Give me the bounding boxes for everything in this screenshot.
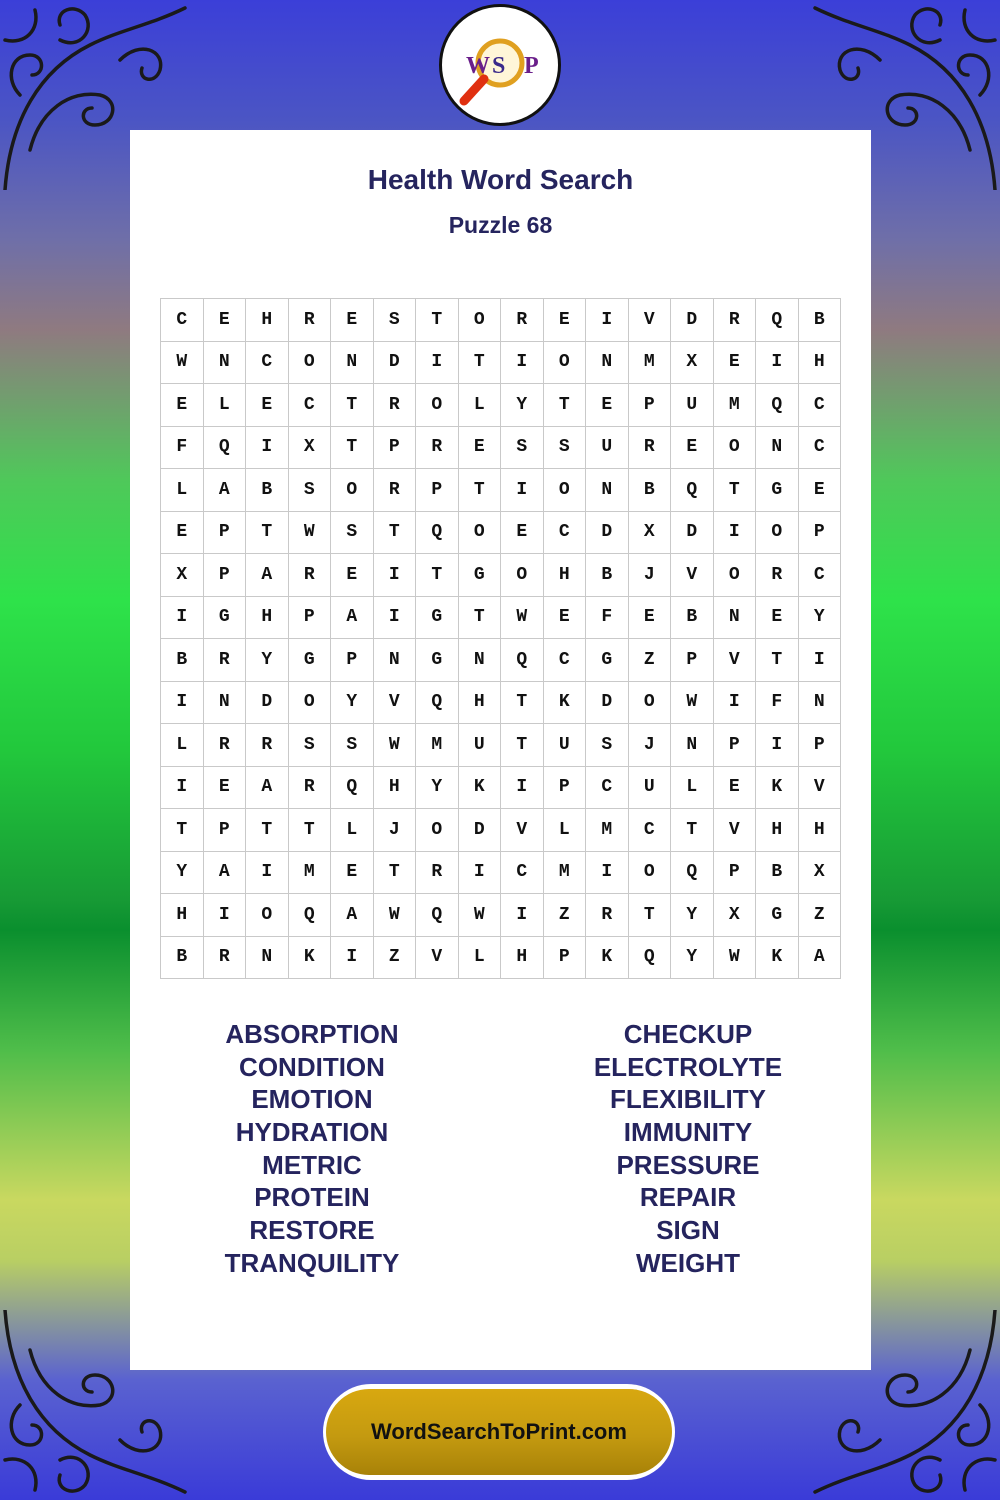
grid-cell[interactable]: R <box>501 299 544 342</box>
puzzle-card <box>130 130 871 1370</box>
grid-cell[interactable]: I <box>374 554 417 597</box>
grid-cell[interactable]: O <box>501 554 544 597</box>
grid-cell[interactable]: P <box>544 767 587 810</box>
grid-cell[interactable]: G <box>756 469 799 512</box>
grid-cell[interactable]: O <box>629 852 672 895</box>
grid-cell[interactable]: Y <box>671 894 714 937</box>
grid-cell[interactable]: V <box>374 682 417 725</box>
grid-cell[interactable]: R <box>629 427 672 470</box>
grid-cell[interactable]: D <box>586 512 629 555</box>
word-list-item: CHECKUP <box>623 1019 753 1049</box>
grid-cell[interactable]: C <box>501 852 544 895</box>
grid-cell[interactable]: V <box>629 299 672 342</box>
grid-cell[interactable]: O <box>629 682 672 725</box>
grid-cell[interactable]: N <box>586 342 629 385</box>
grid-cell[interactable]: D <box>374 342 417 385</box>
grid-cell[interactable]: I <box>586 299 629 342</box>
grid-cell[interactable]: Z <box>799 894 842 937</box>
grid-cell[interactable]: R <box>586 894 629 937</box>
grid-cell[interactable]: N <box>204 342 247 385</box>
grid-cell[interactable]: V <box>799 767 842 810</box>
grid-cell[interactable]: Z <box>544 894 587 937</box>
grid-cell[interactable]: B <box>161 937 204 980</box>
magnifier-icon <box>442 7 558 123</box>
grid-cell[interactable]: D <box>586 682 629 725</box>
grid-cell[interactable]: C <box>246 342 289 385</box>
grid-cell[interactable]: E <box>246 384 289 427</box>
grid-cell[interactable]: R <box>204 639 247 682</box>
word-list-right <box>538 1018 838 1280</box>
grid-cell[interactable]: V <box>714 639 757 682</box>
grid-cell[interactable]: O <box>459 299 502 342</box>
word-list-left <box>162 1018 462 1280</box>
grid-cell[interactable]: G <box>586 639 629 682</box>
grid-cell[interactable]: L <box>161 724 204 767</box>
grid-cell[interactable]: R <box>289 767 332 810</box>
grid-cell[interactable]: P <box>204 809 247 852</box>
grid-cell[interactable]: L <box>204 384 247 427</box>
grid-cell[interactable]: O <box>714 427 757 470</box>
grid-cell[interactable]: N <box>246 937 289 980</box>
puzzle-number: Puzzle 68 <box>448 212 553 238</box>
grid-cell[interactable]: R <box>416 852 459 895</box>
grid-cell[interactable]: O <box>331 469 374 512</box>
grid-cell[interactable]: Y <box>246 639 289 682</box>
grid-cell[interactable]: P <box>714 724 757 767</box>
grid-cell[interactable]: I <box>161 767 204 810</box>
grid-cell[interactable]: T <box>374 512 417 555</box>
word-list-item: PROTEIN <box>254 1182 370 1213</box>
grid-cell[interactable]: G <box>756 894 799 937</box>
grid-cell[interactable]: X <box>714 894 757 937</box>
grid-cell[interactable]: M <box>416 724 459 767</box>
grid-cell[interactable]: G <box>416 639 459 682</box>
grid-cell[interactable]: I <box>331 937 374 980</box>
grid-cell[interactable]: R <box>374 469 417 512</box>
word-list-item: SIGN <box>656 1215 720 1246</box>
grid-cell[interactable]: E <box>544 597 587 640</box>
grid-cell[interactable]: S <box>501 427 544 470</box>
grid-cell[interactable]: A <box>331 894 374 937</box>
grid-cell[interactable]: T <box>416 554 459 597</box>
grid-cell[interactable]: Y <box>671 937 714 980</box>
grid-cell[interactable]: O <box>416 384 459 427</box>
word-list-item: IMMUNITY <box>623 1117 753 1148</box>
grid-cell[interactable]: M <box>629 342 672 385</box>
grid-cell[interactable]: R <box>714 299 757 342</box>
grid-cell[interactable]: K <box>756 937 799 980</box>
grid-cell[interactable]: Y <box>416 767 459 810</box>
grid-cell[interactable]: G <box>459 554 502 597</box>
grid-cell[interactable]: K <box>544 682 587 725</box>
grid-cell[interactable]: L <box>544 809 587 852</box>
grid-cell[interactable]: E <box>586 384 629 427</box>
word-list-item: HYDRATION <box>235 1117 389 1148</box>
grid-cell[interactable]: U <box>544 724 587 767</box>
word-list-item: ELECTROLYTE <box>593 1051 783 1082</box>
grid-cell[interactable]: T <box>331 384 374 427</box>
grid-cell[interactable]: Q <box>289 894 332 937</box>
grid-cell[interactable]: N <box>756 427 799 470</box>
grid-cell[interactable]: O <box>544 469 587 512</box>
grid-cell[interactable]: T <box>671 809 714 852</box>
grid-cell[interactable]: B <box>586 554 629 597</box>
grid-cell[interactable]: E <box>331 299 374 342</box>
grid-cell[interactable]: I <box>586 852 629 895</box>
grid-cell[interactable]: N <box>671 724 714 767</box>
grid-cell[interactable]: U <box>586 427 629 470</box>
grid-cell[interactable]: A <box>246 767 289 810</box>
grid-cell[interactable]: R <box>289 299 332 342</box>
grid-cell[interactable]: S <box>374 299 417 342</box>
grid-cell[interactable]: L <box>161 469 204 512</box>
grid-cell[interactable]: E <box>161 384 204 427</box>
grid-cell[interactable]: A <box>331 597 374 640</box>
grid-cell[interactable]: T <box>544 384 587 427</box>
grid-cell[interactable]: O <box>756 512 799 555</box>
footer-pill[interactable] <box>326 1389 672 1475</box>
grid-cell[interactable]: Y <box>161 852 204 895</box>
grid-cell[interactable]: B <box>756 852 799 895</box>
logo-letter-s: S <box>492 53 506 79</box>
grid-cell[interactable]: U <box>459 724 502 767</box>
grid-cell[interactable]: S <box>331 512 374 555</box>
grid-cell[interactable]: R <box>374 384 417 427</box>
grid-cell[interactable]: M <box>714 384 757 427</box>
grid-cell[interactable]: C <box>544 512 587 555</box>
grid-cell[interactable]: R <box>204 724 247 767</box>
grid-cell[interactable]: I <box>714 682 757 725</box>
word-list-item: METRIC <box>262 1149 362 1180</box>
grid-cell[interactable]: T <box>459 342 502 385</box>
grid-cell[interactable]: E <box>714 342 757 385</box>
grid-cell[interactable]: I <box>161 597 204 640</box>
grid-cell[interactable]: E <box>714 767 757 810</box>
grid-cell[interactable]: O <box>714 554 757 597</box>
grid-cell[interactable]: W <box>714 937 757 980</box>
logo-letter-p: P <box>524 53 539 79</box>
grid-cell[interactable]: E <box>671 427 714 470</box>
grid-cell[interactable]: G <box>416 597 459 640</box>
grid-cell[interactable]: H <box>799 809 842 852</box>
grid-cell[interactable]: T <box>501 724 544 767</box>
grid-cell[interactable]: T <box>459 469 502 512</box>
grid-cell[interactable]: E <box>331 852 374 895</box>
grid-cell[interactable]: V <box>671 554 714 597</box>
grid-cell[interactable]: Q <box>671 852 714 895</box>
grid-cell[interactable]: C <box>586 767 629 810</box>
grid-cell[interactable]: X <box>671 342 714 385</box>
word-list-item: REPAIR <box>639 1182 737 1213</box>
grid-cell[interactable]: C <box>799 427 842 470</box>
logo-letter-w: W <box>466 53 490 79</box>
grid-cell[interactable]: O <box>416 809 459 852</box>
grid-cell[interactable]: I <box>501 469 544 512</box>
grid-cell[interactable]: I <box>714 512 757 555</box>
grid-cell[interactable]: T <box>246 512 289 555</box>
grid-cell[interactable]: H <box>246 597 289 640</box>
grid-cell[interactable]: Q <box>416 894 459 937</box>
grid-cell[interactable]: X <box>799 852 842 895</box>
grid-cell[interactable]: I <box>416 342 459 385</box>
grid-cell[interactable]: Q <box>416 512 459 555</box>
grid-cell[interactable]: U <box>629 767 672 810</box>
grid-cell[interactable]: X <box>629 512 672 555</box>
grid-cell[interactable]: E <box>756 597 799 640</box>
grid-cell[interactable]: F <box>586 597 629 640</box>
grid-cell[interactable]: C <box>161 299 204 342</box>
grid-cell[interactable]: T <box>756 639 799 682</box>
grid-cell[interactable]: T <box>289 809 332 852</box>
grid-cell[interactable]: D <box>671 299 714 342</box>
grid-cell[interactable]: P <box>799 512 842 555</box>
grid-cell[interactable]: W <box>161 342 204 385</box>
grid-cell[interactable]: B <box>671 597 714 640</box>
word-list-item: FLEXIBILITY <box>610 1084 766 1115</box>
grid-cell[interactable]: N <box>714 597 757 640</box>
grid-cell[interactable]: A <box>204 469 247 512</box>
grid-cell[interactable]: N <box>204 682 247 725</box>
grid-cell[interactable]: T <box>374 852 417 895</box>
grid-cell[interactable]: R <box>756 554 799 597</box>
grid-cell[interactable]: H <box>799 342 842 385</box>
grid-cell[interactable]: G <box>204 597 247 640</box>
grid-cell[interactable]: T <box>246 809 289 852</box>
site-logo[interactable] <box>439 4 561 126</box>
grid-cell[interactable]: H <box>246 299 289 342</box>
grid-cell[interactable]: C <box>629 809 672 852</box>
grid-cell[interactable]: L <box>331 809 374 852</box>
grid-cell[interactable]: W <box>459 894 502 937</box>
grid-cell[interactable]: B <box>161 639 204 682</box>
grid-cell[interactable]: R <box>204 937 247 980</box>
grid-cell[interactable]: E <box>629 597 672 640</box>
grid-cell[interactable]: L <box>671 767 714 810</box>
grid-cell[interactable]: R <box>289 554 332 597</box>
grid-cell[interactable]: H <box>161 894 204 937</box>
grid-cell[interactable]: T <box>331 427 374 470</box>
grid-cell[interactable]: Q <box>756 299 799 342</box>
grid-cell[interactable]: A <box>799 937 842 980</box>
grid-cell[interactable]: E <box>501 512 544 555</box>
grid-cell[interactable]: S <box>289 724 332 767</box>
grid-cell[interactable]: S <box>544 427 587 470</box>
grid-cell[interactable]: S <box>586 724 629 767</box>
grid-cell[interactable]: I <box>204 894 247 937</box>
grid-cell[interactable]: I <box>799 639 842 682</box>
grid-cell[interactable]: Q <box>629 937 672 980</box>
grid-cell[interactable]: P <box>204 512 247 555</box>
grid-cell[interactable]: P <box>204 554 247 597</box>
grid-cell[interactable]: O <box>544 342 587 385</box>
grid-cell[interactable]: O <box>289 682 332 725</box>
grid-cell[interactable]: H <box>756 809 799 852</box>
grid-cell[interactable]: P <box>416 469 459 512</box>
grid-cell[interactable]: I <box>459 852 502 895</box>
grid-cell[interactable]: C <box>289 384 332 427</box>
grid-cell[interactable]: E <box>204 299 247 342</box>
grid-cell[interactable]: N <box>374 639 417 682</box>
grid-cell[interactable]: Y <box>799 597 842 640</box>
grid-cell[interactable]: G <box>289 639 332 682</box>
grid-cell[interactable]: P <box>799 724 842 767</box>
footer-badge[interactable] <box>323 1384 675 1480</box>
grid-cell[interactable]: W <box>374 894 417 937</box>
grid-cell[interactable]: T <box>161 809 204 852</box>
grid-cell[interactable]: R <box>416 427 459 470</box>
grid-cell[interactable]: M <box>586 809 629 852</box>
grid-cell[interactable]: P <box>289 597 332 640</box>
grid-cell[interactable]: E <box>331 554 374 597</box>
grid-cell[interactable]: D <box>671 512 714 555</box>
grid-cell[interactable]: I <box>756 342 799 385</box>
grid-cell[interactable]: K <box>586 937 629 980</box>
grid-cell[interactable]: E <box>459 427 502 470</box>
grid-cell[interactable]: C <box>799 554 842 597</box>
word-list-item: CONDITION <box>239 1051 385 1082</box>
grid-cell[interactable]: N <box>331 342 374 385</box>
grid-cell[interactable]: W <box>289 512 332 555</box>
grid-cell[interactable]: V <box>714 809 757 852</box>
word-list-item: WEIGHT <box>636 1247 740 1278</box>
grid-cell[interactable]: Q <box>204 427 247 470</box>
grid-cell[interactable]: T <box>501 682 544 725</box>
grid-cell[interactable]: E <box>161 512 204 555</box>
grid-cell[interactable]: U <box>671 384 714 427</box>
letter-grid[interactable] <box>160 298 841 979</box>
grid-cell[interactable]: N <box>586 469 629 512</box>
grid-cell[interactable]: H <box>459 682 502 725</box>
grid-cell[interactable]: K <box>459 767 502 810</box>
word-list-item: PRESSURE <box>616 1149 760 1180</box>
grid-cell[interactable]: F <box>756 682 799 725</box>
grid-cell[interactable]: V <box>501 809 544 852</box>
grid-cell[interactable]: X <box>161 554 204 597</box>
grid-cell[interactable]: C <box>544 639 587 682</box>
grid-cell[interactable]: W <box>374 724 417 767</box>
grid-cell[interactable]: N <box>799 682 842 725</box>
grid-cell[interactable]: I <box>501 342 544 385</box>
grid-cell[interactable]: I <box>374 597 417 640</box>
grid-cell[interactable]: I <box>501 894 544 937</box>
grid-cell[interactable]: M <box>289 852 332 895</box>
grid-cell[interactable]: T <box>629 894 672 937</box>
page-title: Health Word Search <box>367 164 634 195</box>
grid-cell[interactable]: R <box>246 724 289 767</box>
grid-cell[interactable]: W <box>671 682 714 725</box>
grid-cell[interactable]: T <box>416 299 459 342</box>
site-link[interactable]: WordSearchToPrint.com <box>371 1419 627 1444</box>
word-list-item: RESTORE <box>249 1215 375 1246</box>
grid-cell[interactable]: Y <box>501 384 544 427</box>
grid-cell[interactable]: J <box>629 554 672 597</box>
grid-cell[interactable]: B <box>799 299 842 342</box>
grid-cell[interactable]: I <box>161 682 204 725</box>
grid-cell[interactable]: C <box>799 384 842 427</box>
grid-cell[interactable]: I <box>501 767 544 810</box>
grid-cell[interactable]: O <box>289 342 332 385</box>
grid-cell[interactable]: I <box>246 427 289 470</box>
grid-cell[interactable]: H <box>501 937 544 980</box>
grid-cell[interactable]: Z <box>374 937 417 980</box>
grid-cell[interactable]: O <box>246 894 289 937</box>
grid-cell[interactable]: Q <box>501 639 544 682</box>
grid-cell[interactable]: A <box>204 852 247 895</box>
grid-cell[interactable]: Y <box>331 682 374 725</box>
grid-cell[interactable]: X <box>289 427 332 470</box>
word-list-item: EMOTION <box>251 1084 373 1115</box>
grid-cell[interactable]: B <box>246 469 289 512</box>
grid-cell[interactable]: Q <box>671 469 714 512</box>
grid-cell[interactable]: P <box>629 384 672 427</box>
grid-cell[interactable]: O <box>459 512 502 555</box>
grid-cell[interactable]: M <box>544 852 587 895</box>
grid-cell[interactable]: H <box>544 554 587 597</box>
word-list-item: TRANQUILITY <box>224 1247 400 1278</box>
grid-cell[interactable]: Q <box>756 384 799 427</box>
grid-cell[interactable]: P <box>374 427 417 470</box>
grid-cell[interactable]: D <box>246 682 289 725</box>
grid-cell[interactable]: Z <box>629 639 672 682</box>
grid-cell[interactable]: E <box>799 469 842 512</box>
grid-cell[interactable]: P <box>671 639 714 682</box>
grid-cell[interactable]: T <box>459 597 502 640</box>
grid-cell[interactable]: K <box>289 937 332 980</box>
grid-cell[interactable]: L <box>459 384 502 427</box>
grid-cell[interactable]: P <box>544 937 587 980</box>
grid-cell[interactable]: B <box>629 469 672 512</box>
grid-cell[interactable]: H <box>374 767 417 810</box>
grid-cell[interactable]: V <box>416 937 459 980</box>
word-list-item: ABSORPTION <box>225 1019 399 1049</box>
grid-cell[interactable]: S <box>289 469 332 512</box>
grid-cell[interactable]: I <box>756 724 799 767</box>
grid-cell[interactable]: F <box>161 427 204 470</box>
grid-cell[interactable]: T <box>714 469 757 512</box>
grid-cell[interactable]: Q <box>416 682 459 725</box>
grid-cell[interactable]: K <box>756 767 799 810</box>
grid-cell[interactable]: E <box>544 299 587 342</box>
grid-cell[interactable]: P <box>331 639 374 682</box>
grid-cell[interactable]: J <box>374 809 417 852</box>
grid-cell[interactable]: I <box>246 852 289 895</box>
grid-cell[interactable]: J <box>629 724 672 767</box>
grid-cell[interactable]: N <box>459 639 502 682</box>
grid-cell[interactable]: Q <box>331 767 374 810</box>
grid-cell[interactable]: E <box>204 767 247 810</box>
grid-cell[interactable]: A <box>246 554 289 597</box>
grid-cell[interactable]: L <box>459 937 502 980</box>
grid-cell[interactable]: D <box>459 809 502 852</box>
grid-cell[interactable]: S <box>331 724 374 767</box>
grid-cell[interactable]: P <box>714 852 757 895</box>
grid-cell[interactable]: W <box>501 597 544 640</box>
